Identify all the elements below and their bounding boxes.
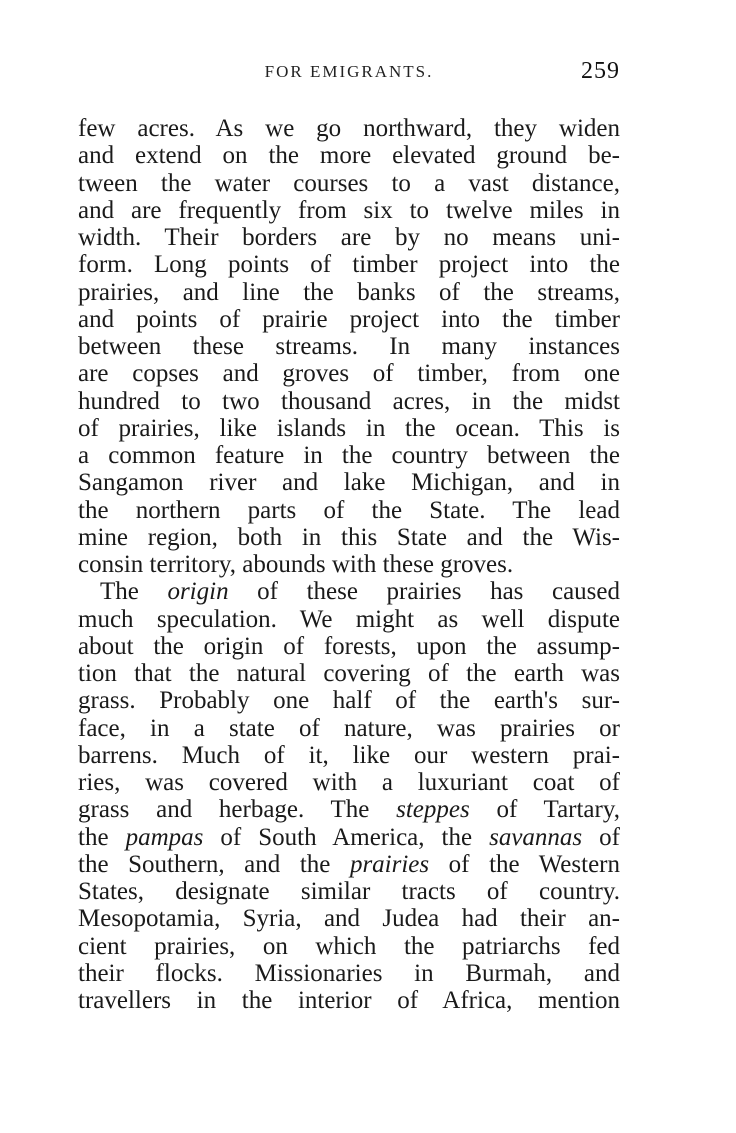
text-run: of the Western [429,850,621,878]
text-run: the Southern, and the [78,850,350,878]
running-title: FOR EMIGRANTS. [264,62,434,81]
text-line: and are frequently from six to twelve miles in [78,196,620,224]
text-line: tion that the natural covering of the earth was [78,660,620,687]
text-line: a common feature in the country between the [78,442,620,469]
text-run: the [78,823,126,851]
text-line: consin territory, abounds with these groves. [78,551,514,578]
text-line: are copses and groves of timber, from one [78,360,620,388]
text-line: barrens. Much of it, like our western prai- [78,741,620,769]
text-line: face, in a state of nature, was prairies or [78,714,620,742]
text-line: their flocks. Missionaries in Burmah, and [78,959,620,987]
text-line: prairies, and line the banks of the streams, [78,278,620,306]
text-line: between these streams. In many instances [78,333,620,360]
italic-word: steppes [396,796,470,824]
text-line: of prairies, like islands in the ocean. This is [78,414,620,442]
text-line: mine region, both in this State and the Wis- [78,523,620,551]
text-line: grass. Probably one half of the earth's sur- [78,687,620,715]
text-line: travellers in the interior of Africa, mention [78,987,620,1014]
text-run: grass and herbage. The [78,796,397,824]
text-line: tween the water courses to a vast distance, [78,169,620,197]
text-run: of [582,823,620,851]
text-line: few acres. As we go northward, they widen [78,115,620,142]
text-line: width. Their borders are by no means uni- [78,224,620,251]
text-line: hundred to two thousand acres, in the midst [78,387,620,415]
text-line: form. Long points of timber project into the [78,251,620,279]
text-line: and extend on the more elevated ground be- [78,142,620,170]
text-run: The [100,578,168,606]
text-line [78,796,620,823]
text-line: cient prairies, on which the patriarchs fed [78,932,620,960]
text-run: of South America, the [203,823,490,851]
text-line [78,824,620,851]
running-head [78,58,620,90]
text-run: of these prairies has caused [228,578,620,606]
text-line [78,851,620,878]
text-run: of Tartary, [469,796,620,824]
italic-word: savannas [489,823,583,851]
page-number: 259 [581,58,620,84]
text-line [78,578,620,605]
italic-word: pampas [125,823,204,851]
italic-word: prairies [349,850,430,878]
italic-word: origin [167,578,229,606]
text-line: about the origin of forests, upon the assump- [78,632,620,660]
text-line: and points of prairie project into the timber [78,305,620,333]
text-line: ries, was covered with a luxuriant coat of [78,769,620,796]
text-line: much speculation. We might as well dispute [78,605,620,633]
text-line: Mesopotamia, Syria, and Judea had their an- [78,905,620,933]
text-line: Sangamon river and lake Michigan, and in [78,469,620,497]
text-line: the northern parts of the State. The lead [78,496,620,524]
body-text [78,115,620,1014]
text-line: States, designate similar tracts of country. [78,878,620,905]
